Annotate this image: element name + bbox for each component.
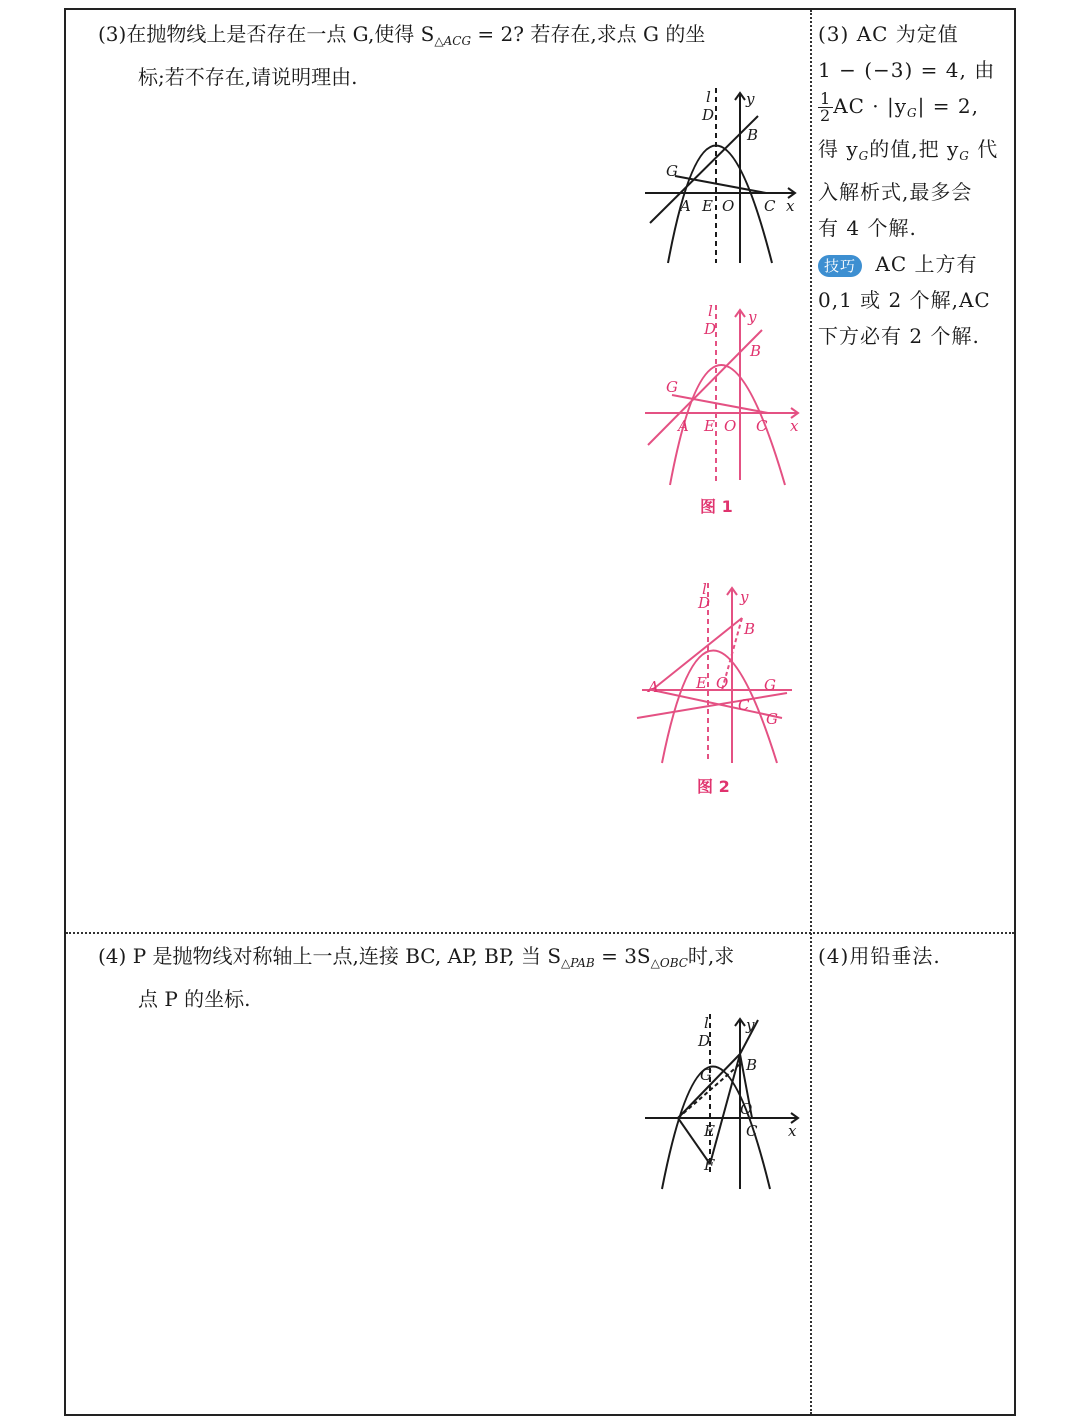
svg-text:E: E	[696, 674, 707, 692]
svg-text:G: G	[700, 1066, 712, 1084]
figure-q4-diagram	[640, 1014, 805, 1194]
tip-line2: 0,1 或 2 个解,AC	[818, 288, 991, 312]
q4-text-b: 点 P 的坐标.	[138, 987, 251, 1011]
svg-text:C: C	[756, 417, 768, 435]
svg-text:E: E	[704, 1122, 715, 1140]
hint-4	[818, 938, 1008, 974]
svg-text:G: G	[764, 676, 776, 694]
label-y: y	[746, 90, 755, 108]
tip-line3: 下方必有 2 个解.	[818, 324, 980, 348]
figure-q3-diagram	[640, 88, 805, 268]
svg-text:O: O	[740, 1100, 753, 1118]
hint3-line3: AC · |y	[833, 94, 908, 118]
svg-text:l: l	[708, 302, 713, 320]
svg-text:y: y	[748, 308, 757, 326]
svg-text:G: G	[666, 378, 678, 396]
svg-text:O: O	[716, 674, 729, 692]
label-o: O	[722, 197, 735, 215]
svg-text:B: B	[744, 620, 756, 638]
label-d: D	[702, 106, 715, 124]
q3-text-b: = 2? 若存在,求点 G 的坐	[471, 22, 706, 46]
hint3-line5: 入解析式,最多会	[818, 180, 973, 204]
label-l: l	[706, 88, 711, 106]
svg-text:D: D	[704, 320, 717, 338]
svg-text:y: y	[746, 1016, 755, 1034]
svg-text:y: y	[740, 588, 749, 606]
figure-1-diagram	[640, 300, 805, 490]
figure-2-caption: 图 2	[697, 777, 730, 796]
svg-text:O: O	[724, 417, 737, 435]
figure-1-caption: 图 1	[700, 497, 733, 516]
svg-text:A: A	[648, 678, 659, 696]
label-c: C	[764, 197, 776, 215]
figure-2-diagram	[632, 578, 807, 768]
hint-3: (3) AC 为定值 1 − (−3) = 4, 由 $\frac{1}{2}$ AC · $|y_G| = 2$, 得 $y_G$的值,把 $y_G$ 代 入解析式,最多会 有 4 个解. 技巧 AC 上方有 0,1 或 2 个解,AC 下方必有 2 个解.	[818, 16, 1008, 354]
label-g: G	[666, 162, 678, 180]
row-divider	[66, 932, 1014, 934]
svg-text:B: B	[750, 342, 762, 360]
hint3-line6: 有 4 个解.	[818, 216, 917, 240]
hint3-line2: 1 − (−3) = 4, 由	[818, 58, 996, 82]
label-a: A	[680, 197, 691, 215]
label-x: x	[786, 197, 795, 215]
svg-text:D: D	[698, 594, 711, 612]
label-e: E	[702, 197, 713, 215]
svg-text:B: B	[746, 1056, 758, 1074]
svg-text:G: G	[766, 710, 778, 728]
q3-subscript: △ACG	[434, 34, 472, 48]
svg-text:C: C	[746, 1122, 758, 1140]
column-divider	[810, 10, 812, 1414]
svg-text:A: A	[678, 417, 689, 435]
svg-text:E: E	[704, 417, 715, 435]
svg-text:x: x	[788, 1122, 797, 1140]
svg-text:F: F	[704, 1156, 715, 1174]
hint3-line1: (3) AC 为定值	[818, 22, 959, 46]
hint3-line4: 得 y	[818, 137, 859, 161]
svg-text:l: l	[702, 580, 707, 598]
svg-text:D: D	[698, 1032, 711, 1050]
svg-text:x: x	[790, 417, 799, 435]
svg-text:l: l	[704, 1014, 709, 1032]
tip-badge: 技巧	[818, 255, 862, 277]
question-4: (4) P 是抛物线对称轴上一点,连接 BC, AP, BP, 当 $S_{\triangle PAB} = 3S_{\triangle OBC}$时,求 点 P 的坐标.	[98, 938, 802, 1017]
hint4-line1: (4)用铅垂法.	[818, 944, 941, 968]
q3-text-a: (3)在抛物线上是否存在一点 G,使得 S	[98, 22, 435, 46]
svg-text:C: C	[738, 696, 750, 714]
q4-text-a: (4) P 是抛物线对称轴上一点,连接 BC, AP, BP, 当 S	[98, 944, 562, 968]
half-fraction: $\frac{1}{2}$	[820, 89, 832, 125]
worksheet-page	[64, 8, 1016, 1416]
tip-line1: AC 上方有	[868, 252, 978, 276]
question-3	[98, 16, 802, 95]
label-b: B	[747, 126, 759, 144]
q3-text-c: 标;若不存在,请说明理由.	[138, 65, 358, 89]
